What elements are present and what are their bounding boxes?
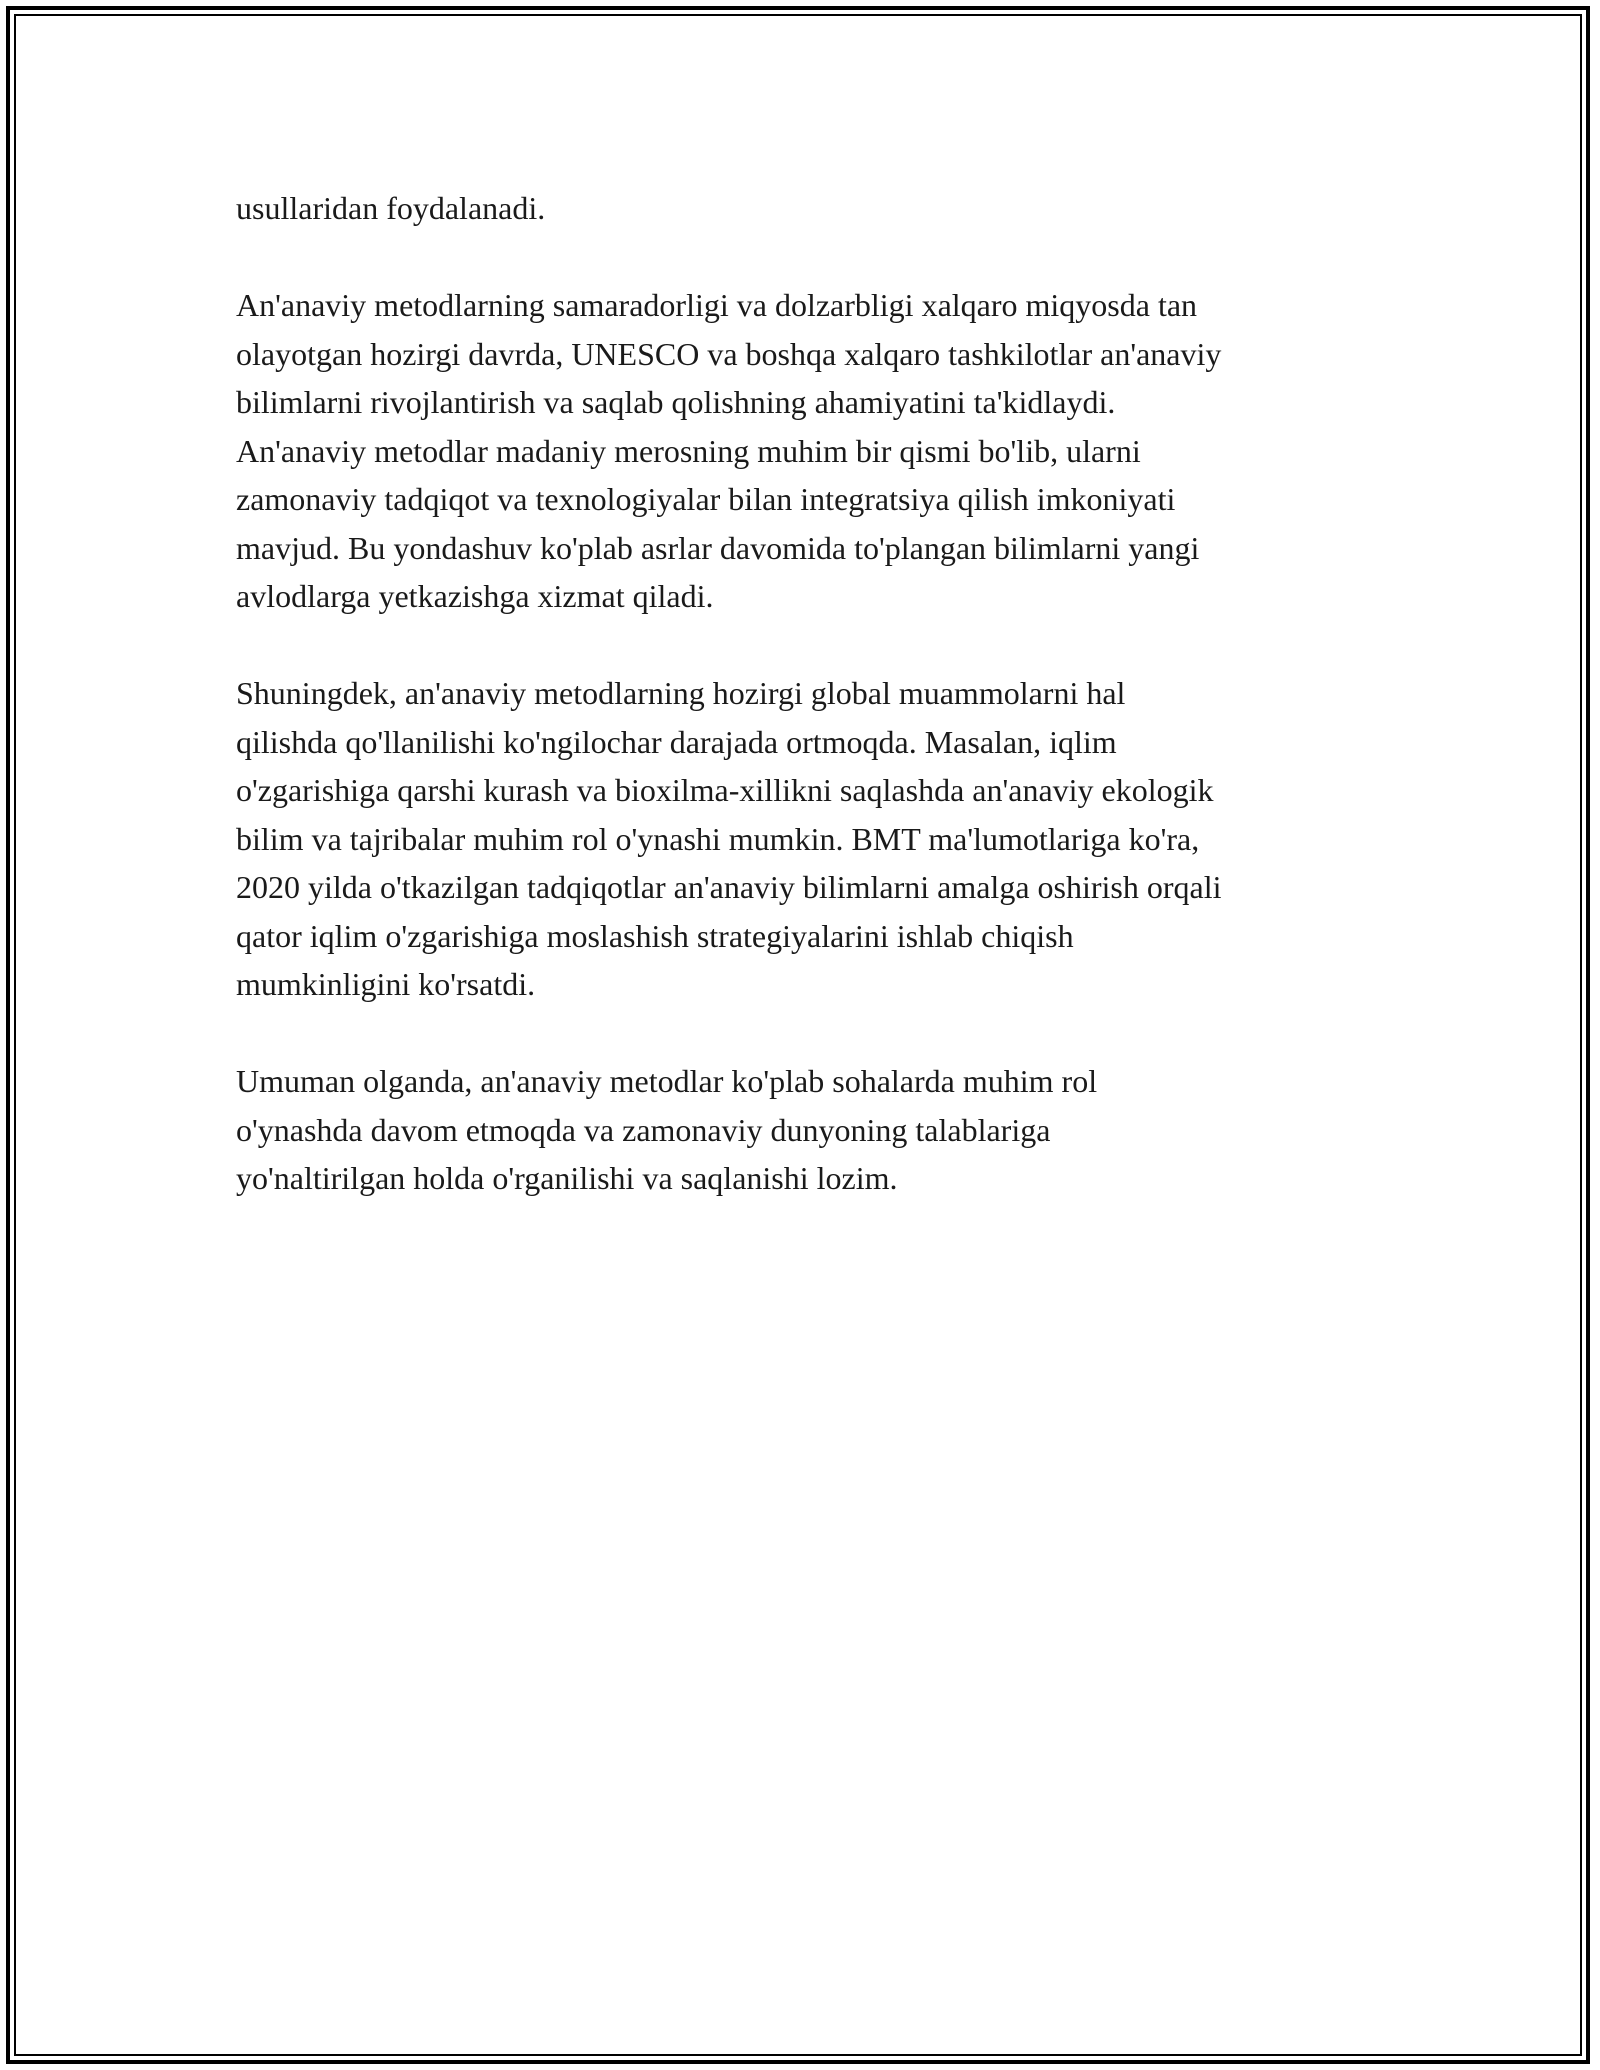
text-line: mavjud. Bu yondashuv ko'plab asrlar davomida to'plangan bilimlarni yangi [236,529,1200,566]
document-body [236,184,1386,1251]
text-line: o'zgarishiga qarshi kurash va bioxilma-xillikni saqlashda an'anaviy ekologik [236,772,1214,808]
text-line: qator iqlim o'zgarishiga moslashish strategiyalarini ishlab chiqish [236,917,1074,954]
text-line: bilimlarni rivojlantirish va saqlab qolishning ahamiyatini ta'kidlaydi. [236,384,1116,420]
text-line: 2020 yilda o'tkazilgan tadqiqotlar an'anaviy bilimlarni amalga oshirish orqali [236,869,1222,905]
paragraph-4 [236,1057,1386,1203]
paragraph-1 [236,184,1386,233]
text-line: mumkinligini ko'rsatdi. [236,966,536,1002]
paragraph-2 [236,281,1386,621]
text-line: o'ynashda davom etmoqda va zamonaviy dunyoning talablariga [236,1111,1051,1148]
text-line: olayotgan hozirgi davrda, UNESCO va boshqa xalqaro tashkilotlar an'anaviy [236,335,1222,372]
text-line: bilim va tajribalar muhim rol o'ynashi mumkin. BMT ma'lumotlariga ko'ra, [236,820,1200,857]
text-line: yo'naltirilgan holda o'rganilishi va saqlanishi lozim. [236,1160,898,1196]
text-line: Umuman olganda, an'anaviy metodlar ko'plab sohalarda muhim rol [236,1063,1098,1099]
text-line: An'anaviy metodlar madaniy merosning muhim bir qismi bo'lib, ularni [236,432,1141,469]
text-line: usullaridan foydalanadi. [236,190,546,226]
text-line: avlodlarga yetkazishga xizmat qiladi. [236,578,714,614]
text-line: Shuningdek, an'anaviy metodlarning hozirgi global muammolarni hal [236,675,1126,711]
text-line: qilishda qo'llanilishi ko'ngilochar darajada ortmoqda. Masalan, iqlim [236,723,1117,760]
paragraph-3 [236,669,1386,1009]
text-line: An'anaviy metodlarning samaradorligi va dolzarbligi xalqaro miqyosda tan [236,287,1198,323]
text-line: zamonaviy tadqiqot va texnologiyalar bilan integratsiya qilish imkoniyati [236,481,1176,517]
